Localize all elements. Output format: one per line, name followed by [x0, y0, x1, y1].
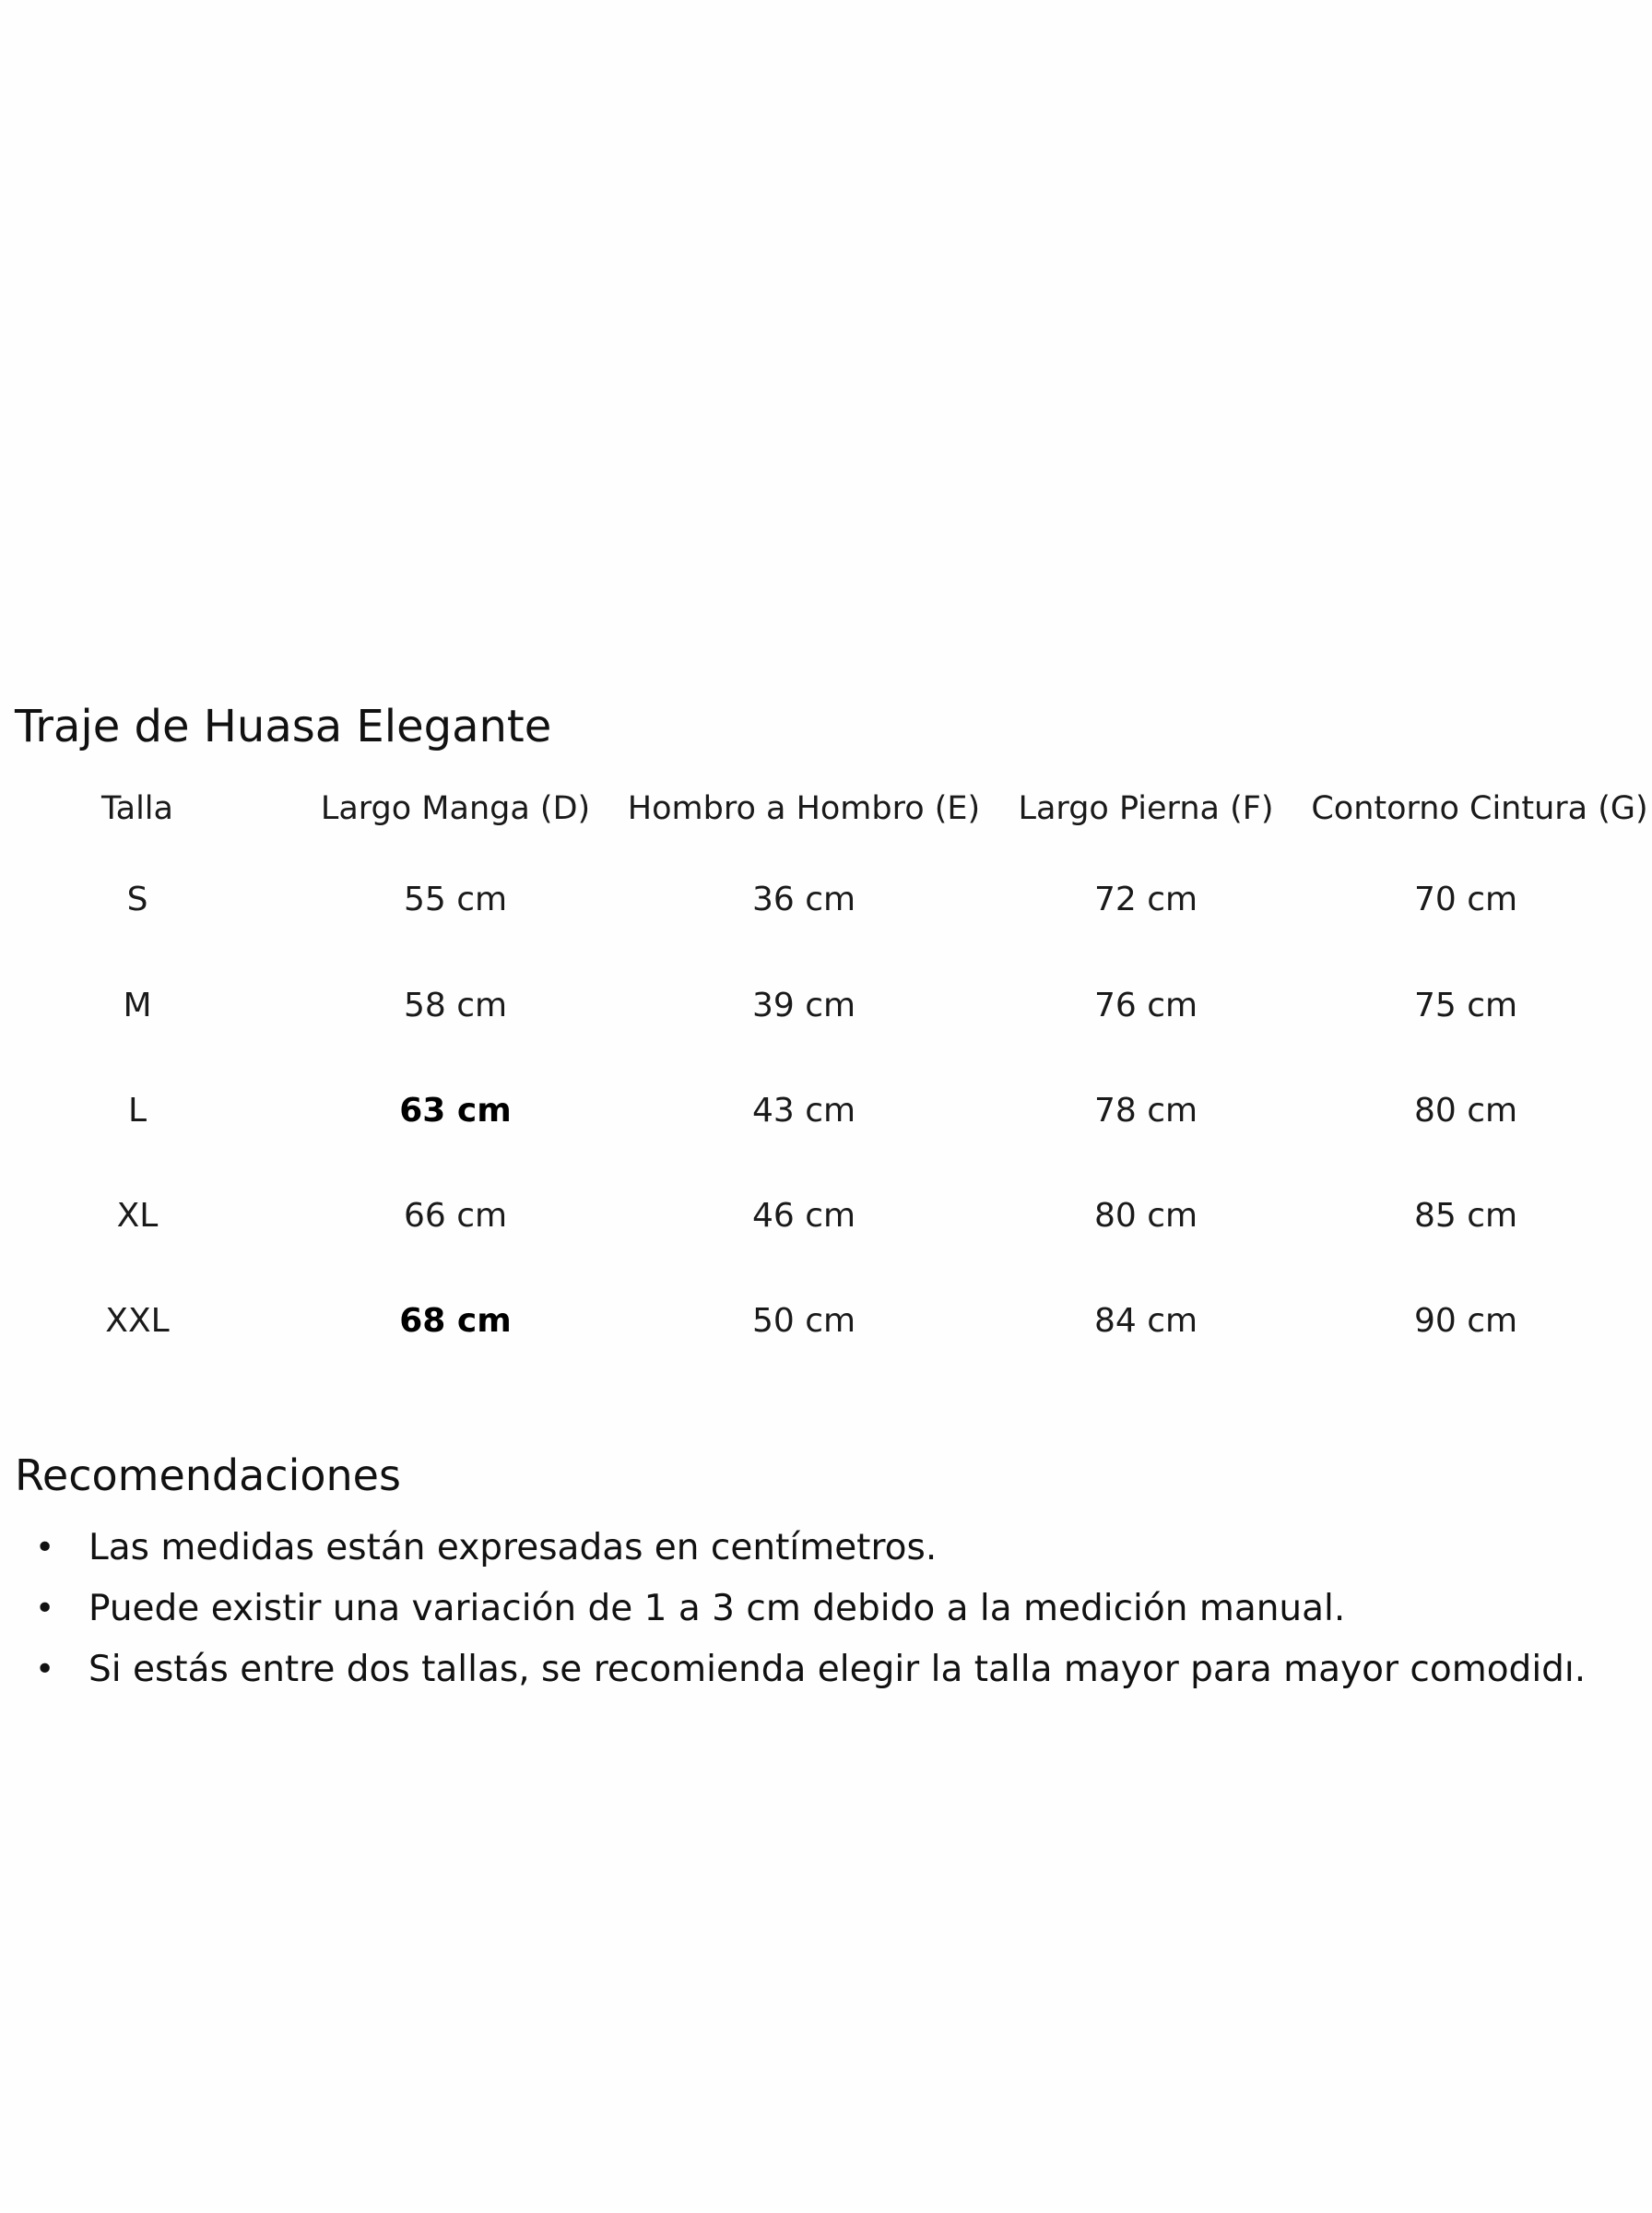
recommendation-text: Puede existir una variación de 1 a 3 cm debido a la medición manual. [88, 1588, 1346, 1629]
cell-largo-pierna: 72 cm [1093, 881, 1198, 918]
cell-talla: XL [116, 1197, 159, 1235]
cell-talla: XXL [105, 1302, 170, 1340]
cell-hombro: 36 cm [751, 881, 856, 918]
cell-talla: L [127, 1092, 148, 1130]
cell-largo-pierna: 76 cm [1093, 987, 1198, 1024]
cell-largo-pierna: 84 cm [1093, 1302, 1198, 1340]
cell-contorno-cintura: 70 cm [1413, 881, 1518, 918]
header-largo-pierna: Largo Pierna (F) [1018, 790, 1274, 827]
cell-largo-manga: 66 cm [403, 1197, 508, 1235]
recommendations-title: Recomendaciones [15, 1450, 401, 1500]
cell-hombro: 46 cm [751, 1197, 856, 1235]
page-title: Traje de Huasa Elegante [15, 701, 552, 752]
cell-largo-manga: 68 cm [399, 1302, 512, 1340]
cell-contorno-cintura: 85 cm [1413, 1197, 1518, 1235]
cell-largo-manga: 55 cm [403, 881, 508, 918]
cell-contorno-cintura: 90 cm [1413, 1302, 1518, 1340]
cell-largo-manga: 58 cm [403, 987, 508, 1024]
cell-talla: S [126, 881, 148, 918]
cell-largo-pierna: 78 cm [1093, 1092, 1198, 1130]
cell-hombro: 39 cm [751, 987, 856, 1024]
bullet-icon: • [35, 1590, 55, 1627]
header-contorno-cintura: Contorno Cintura (G) [1311, 790, 1648, 827]
cell-talla: M [123, 987, 152, 1024]
cell-largo-manga: 63 cm [399, 1092, 512, 1130]
cell-largo-pierna: 80 cm [1093, 1197, 1198, 1235]
cell-hombro: 50 cm [751, 1302, 856, 1340]
bullet-icon: • [35, 1529, 55, 1567]
header-largo-manga: Largo Manga (D) [320, 790, 591, 827]
cell-contorno-cintura: 80 cm [1413, 1092, 1518, 1130]
header-hombro-a-hombro: Hombro a Hombro (E) [627, 790, 981, 827]
recommendation-text: Si estás entre dos tallas, se recomienda elegir la talla mayor para mayor comodidı. [88, 1649, 1587, 1690]
header-talla: Talla [101, 790, 173, 827]
recommendation-text: Las medidas están expresadas en centímetros. [88, 1527, 938, 1568]
bullet-icon: • [35, 1651, 55, 1688]
cell-hombro: 43 cm [751, 1092, 856, 1130]
cell-contorno-cintura: 75 cm [1413, 987, 1518, 1024]
